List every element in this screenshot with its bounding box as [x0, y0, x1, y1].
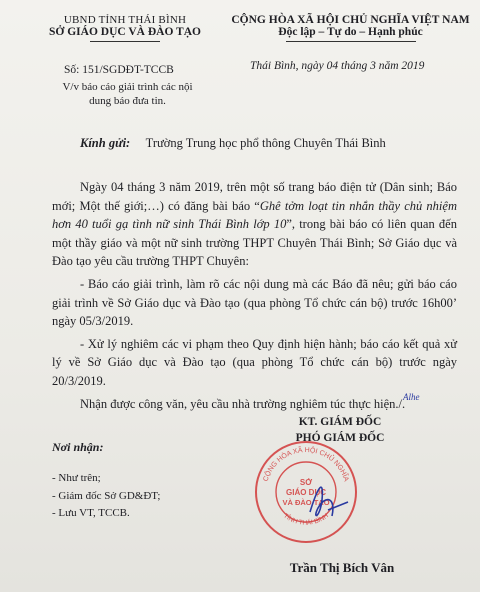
stamp-center-1: SỞ — [299, 478, 313, 487]
agency-name: SỞ GIÁO DỤC VÀ ĐÀO TẠO — [49, 26, 201, 38]
recipient-name: Trường Trung học phổ thông Chuyên Thái Bình — [145, 136, 386, 150]
recipients-list — [52, 470, 160, 523]
recipient-item: - Lưu VT, TCCB. — [52, 507, 130, 519]
stamp-center-3: VÀ ĐÀO TẠO — [282, 498, 330, 507]
recipient-item: - Giám đốc Sở GD&ĐT; — [52, 489, 161, 502]
p1-end: ”, trong bài báo có liên quan đến một thầy giáo và một nữ sinh trường THPT Chuyên Thái Bình; Sở Giáo dục và Đào tạo yêu cầu trường THPT Chuyên: — [52, 217, 457, 269]
paragraph-1 — [52, 178, 457, 271]
paragraph-4: Nhận được công văn, yêu cầu nhà trường nghiêm túc thực hiện./. — [80, 396, 406, 411]
national-motto: Độc lập – Tự do – Hạnh phúc — [278, 26, 423, 38]
subject-line-1: V/v báo cáo giải trình các nội — [62, 81, 193, 93]
recipient-line — [80, 136, 386, 151]
paragraph-2: - Báo cáo giải trình, làm rõ các nội dung mà các Báo đã nêu; gửi báo cáo giải trình về Sở Giáo dục và Đào tạo (qua phòng Tổ chức cán bộ) trước 16h00’ ngày 05/3/2019. — [52, 276, 457, 329]
agency-parent: UBND TỈNH THÁI BÌNH — [63, 14, 187, 26]
document-body — [52, 178, 457, 413]
stamp-center-2: GIÁO DỤC — [286, 488, 326, 497]
document-date: Thái Bình, ngày 04 tháng 3 năm 2019 — [250, 60, 425, 72]
svg-text:TỈNH THÁI BÌNH — [282, 512, 330, 527]
stamp-bottom-text: TỈNH THÁI BÌNH — [282, 512, 330, 527]
article-title: Ghê tởm loạt tin nhắn thầy chủ nhiệm hơn 40 tuổi gạ tình nữ sinh Thái Bình lớp 10 — [52, 198, 457, 232]
p1-start: Ngày 04 tháng 3 năm 2019, trên một số trang báo điện tử (Dân sinh; Báo mới; Một thế giới;…) có đăng bài báo “ — [52, 180, 457, 213]
agency-underline — [90, 41, 160, 42]
recipient-label: Kính gửi: — [80, 136, 131, 150]
stamp-top-text: CỘNG HÒA XÃ HỘI CHỦ NGHĨA — [262, 446, 350, 483]
signature-line-2: PHÓ GIÁM ĐỐC — [295, 432, 385, 444]
agency-header — [40, 14, 210, 42]
signer-name: Trần Thị Bích Vân — [289, 560, 395, 575]
recipient-item: - Như trên; — [52, 472, 101, 484]
subject-line-2: dung báo đưa tin. — [89, 95, 166, 107]
paragraph-3: - Xử lý nghiêm các vi phạm theo Quy định hiện hành; báo cáo kết quả xử lý về Sở Giáo dục và Đào tạo (qua phòng Tổ chức cán bộ) trước ngày 20/3/2019. — [52, 336, 457, 388]
document-subject — [40, 80, 215, 108]
national-header — [228, 14, 473, 42]
recipients-label: Nơi nhận: — [52, 440, 104, 454]
signature-line-1: KT. GIÁM ĐỐC — [298, 416, 382, 428]
handwritten-note: Alhe — [403, 392, 420, 402]
document-number: Số: 151/SGDĐT-TCCB — [64, 64, 174, 76]
country-name: CỘNG HÒA XÃ HỘI CHỦ NGHĨA VIỆT NAM — [231, 14, 470, 26]
motto-underline — [286, 41, 416, 42]
official-seal-stamp — [252, 438, 360, 546]
